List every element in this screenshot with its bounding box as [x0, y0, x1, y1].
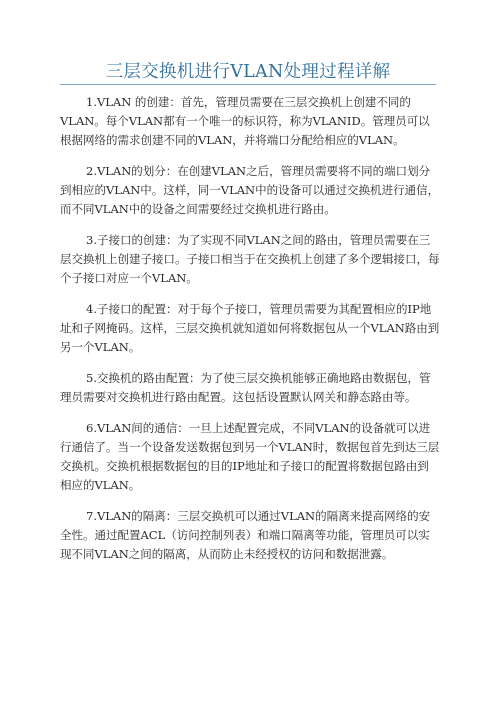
paragraph-inter-vlan-communication: 6.VLAN间的通信：一旦上述配置完成，不同VLAN的设备就可以进行通信了。当一个设备发送数据包到另一个VLAN时，数据包首先到达三层交换机。交换机根据数据包的目的IP地址和子接口的配置将数据包路由到相应的VLAN。	[60, 421, 440, 492]
document-body	[60, 93, 440, 576]
paragraph-subinterface-config: 4.子接口的配置：对于每个子接口，管理员需要为其配置相应的IP地址和子网掩码。这样，三层交换机就知道如何将数据包从一个VLAN路由到另一个VLAN。	[60, 302, 440, 354]
paragraph-vlan-creation: 1.VLAN 的创建：首先，管理员需要在三层交换机上创建不同的 VLAN。每个VLAN都有一个唯一的标识符，称为VLANID。管理员可以根据网络的需求创建不同的VLAN，并将端口分配给相应的VLAN。	[60, 95, 430, 147]
paragraph-vlan-division: 2.VLAN的划分：在创建VLAN之后，管理员需要将不同的端口划分到相应的VLAN中。这样，同一VLAN中的设备可以通过交换机进行通信，而不同VLAN中的设备之间需要经过交换机进行路由。	[60, 164, 440, 216]
paragraph-subinterface-creation: 3.子接口的创建：为了实现不同VLAN之间的路由，管理员需要在三层交换机上创建子接口。子接口相当于在交换机上创建了多个逻辑接口，每个子接口对应一个VLAN。	[60, 233, 440, 285]
document-title: 三层交换机进行VLAN处理过程详解	[105, 62, 391, 82]
paragraph-vlan-isolation: 7.VLAN的隔离：三层交换机可以通过VLAN的隔离来提高网络的安全性。通过配置ACL（访问控制列表）和端口隔离等功能，管理员可以实现不同VLAN之间的隔离，从而防止未经授权的访问和数据泄露。	[60, 509, 431, 561]
paragraph-routing-config: 5.交换机的路由配置：为了使三层交换机能够正确地路由数据包，管理员需要对交换机进行路由配置。这包括设置默认网关和静态路由等。	[60, 371, 431, 404]
title-underline-divider	[60, 84, 436, 85]
